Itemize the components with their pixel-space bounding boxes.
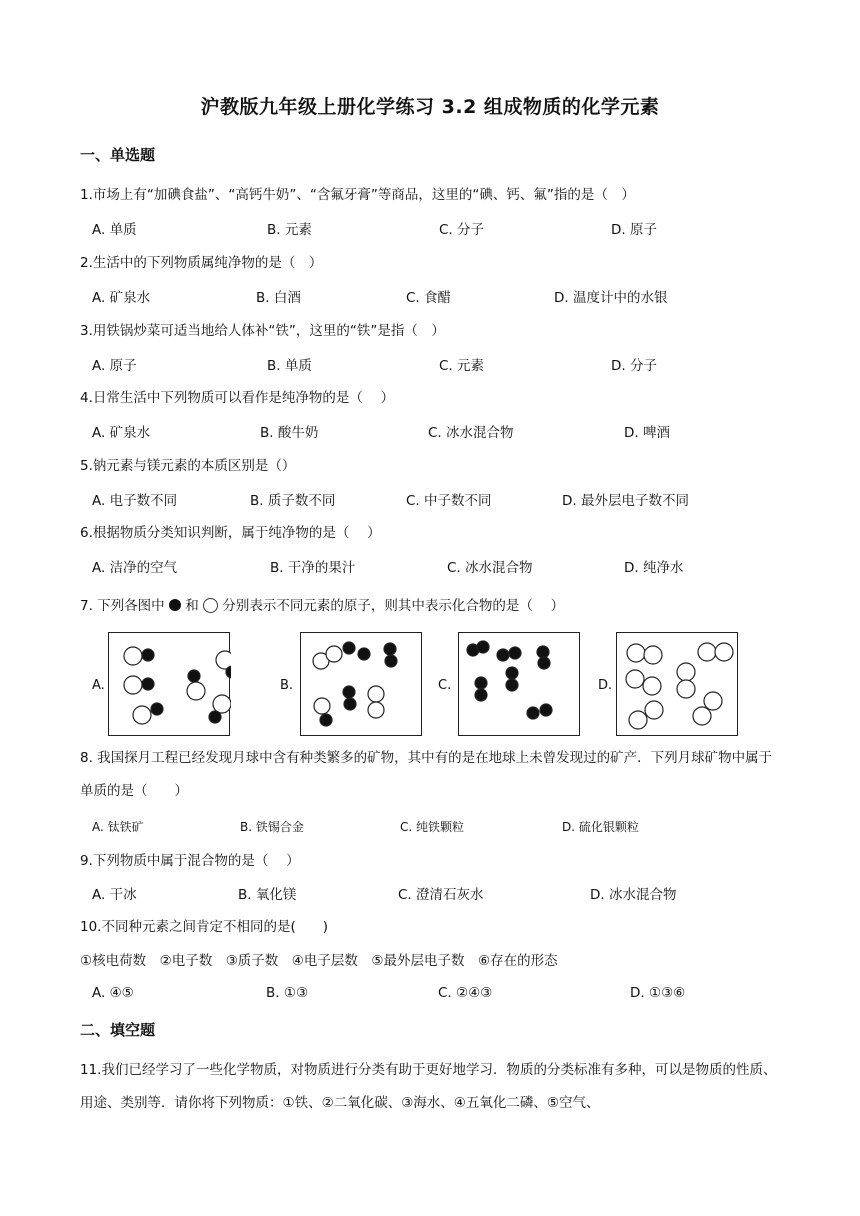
option-d: D. [598, 678, 613, 693]
question-1-options [92, 218, 782, 240]
question-7-stem [80, 595, 780, 617]
diagram-option-c[interactable] [438, 632, 588, 738]
option-b: B. [280, 678, 294, 693]
white-atom-icon [203, 598, 218, 613]
question-5-options [92, 489, 782, 511]
question-2-stem: 2.生活中的下列物质属纯净物的是（ ） [80, 255, 323, 271]
option-d[interactable]: D. 温度计中的水银 [554, 290, 668, 306]
option-c[interactable]: C. 中子数不同 [406, 493, 492, 509]
question-3-options [92, 354, 782, 376]
option-b[interactable]: B. ①③ [266, 985, 309, 1001]
option-d[interactable]: D. 最外层电子数不同 [562, 493, 689, 509]
option-d[interactable]: D. 硫化银颗粒 [562, 820, 639, 834]
question-5-stem: 5.钠元素与镁元素的本质区别是（） [80, 458, 296, 474]
question-7-stem-prefix: 7. 下列各图中 [80, 598, 169, 614]
question-7-stem-suffix: 分别表示不同元素的原子，则其中表示化合物的是（ ） [222, 598, 565, 614]
option-c[interactable]: C. 分子 [439, 222, 485, 238]
option-d[interactable]: D. 冰水混合物 [590, 887, 677, 903]
option-c[interactable]: C. 澄清石灰水 [398, 887, 484, 903]
diagram-option-d[interactable] [598, 632, 758, 738]
option-b[interactable]: B. 干净的果汁 [270, 560, 356, 576]
molecule-box-c [458, 632, 580, 736]
molecule-box-d [616, 632, 738, 736]
option-a[interactable]: A. 电子数不同 [92, 493, 178, 509]
question-10-stem: 10.不同种元素之间肯定不相同的是( ) [80, 919, 329, 935]
option-d[interactable]: D. 分子 [611, 358, 657, 374]
option-c[interactable]: C. 元素 [439, 358, 485, 374]
option-a[interactable]: A. 原子 [92, 358, 137, 374]
option-b[interactable]: B. 铁锡合金 [240, 820, 304, 834]
option-b[interactable]: B. 元素 [267, 222, 312, 238]
option-d[interactable]: D. 原子 [611, 222, 657, 238]
question-4-stem: 4.日常生活中下列物质可以看作是纯净物的是（ ） [80, 390, 395, 406]
molecule-diagram-c [459, 633, 581, 737]
option-d[interactable]: D. 纯净水 [624, 560, 684, 576]
page-title: 沪教版九年级上册化学练习 3.2 组成物质的化学元素 [200, 96, 660, 118]
option-b[interactable]: B. 质子数不同 [250, 493, 336, 509]
question-2-options [92, 286, 782, 308]
molecule-box-b [300, 632, 422, 736]
question-6-options [92, 556, 782, 578]
question-3-stem: 3.用铁锅炒菜可适当地给人体补“铁”，这里的“铁”是指（ ） [80, 323, 445, 339]
molecule-diagram-b [301, 633, 423, 737]
black-atom-icon [169, 599, 181, 611]
diagram-option-b[interactable] [280, 632, 430, 738]
option-b[interactable]: B. 氧化镁 [238, 887, 297, 903]
option-c[interactable]: C. ②④③ [438, 985, 493, 1001]
question-9-stem: 9.下列物质中属于混合物的是（ ） [80, 853, 300, 869]
option-c[interactable]: C. 冰水混合物 [428, 425, 514, 441]
option-a: A. [92, 678, 105, 693]
option-c[interactable]: C. 食醋 [406, 290, 452, 306]
question-7-diagrams [92, 632, 752, 742]
option-a[interactable]: A. 单质 [92, 222, 137, 238]
question-9-options [92, 883, 782, 905]
option-c[interactable]: C. 纯铁颗粒 [400, 820, 465, 834]
question-4-options [92, 421, 782, 443]
question-11-stem: 11.我们已经学习了一些化学物质，对物质进行分类有助于更好地学习．物质的分类标准有多种，可以是物质的性质、用途、类别等．请你将下列物质：①铁、②二氧化碳、③海水、④五氧化二磷、⑤空气、 [80, 1062, 777, 1111]
section-heading-fill-blank: 二、填空题 [80, 1021, 156, 1039]
question-10-sub-items: ①核电荷数 ②电子数 ③质子数 ④电子层数 ⑤最外层电子数 ⑥存在的形态 [80, 953, 558, 969]
molecule-diagram-a [109, 633, 231, 737]
option-a[interactable]: A. ④⑤ [92, 985, 134, 1001]
option-a[interactable]: A. 洁净的空气 [92, 560, 178, 576]
section-heading-single-choice: 一、单选题 [80, 146, 156, 164]
question-7-stem-and: 和 [185, 598, 204, 614]
question-6-stem: 6.根据物质分类知识判断，属于纯净物的是（ ） [80, 525, 381, 541]
molecule-diagram-d [617, 633, 739, 737]
option-b[interactable]: B. 单质 [267, 358, 312, 374]
option-c: C. [438, 678, 452, 693]
molecule-box-a [108, 632, 230, 736]
option-a[interactable]: A. 钛铁矿 [92, 820, 144, 834]
option-b[interactable]: B. 白酒 [256, 290, 301, 306]
option-d[interactable]: D. 啤酒 [624, 425, 670, 441]
diagram-option-a[interactable] [92, 632, 242, 738]
option-c[interactable]: C. 冰水混合物 [447, 560, 533, 576]
option-a[interactable]: A. 干冰 [92, 887, 137, 903]
option-b[interactable]: B. 酸牛奶 [260, 425, 319, 441]
question-8-options [92, 818, 782, 840]
option-a[interactable]: A. 矿泉水 [92, 290, 151, 306]
question-10-options [92, 985, 782, 1007]
option-d[interactable]: D. ①③⑥ [630, 985, 686, 1001]
question-1-stem: 1.市场上有“加碘食盐”、“高钙牛奶”、“含氟牙膏”等商品，这里的“碘、钙、氟”指的是（ ） [80, 187, 635, 203]
option-a[interactable]: A. 矿泉水 [92, 425, 151, 441]
question-8-stem: 8. 我国探月工程已经发现月球中含有种类繁多的矿物，其中有的是在地球上未曾发现过的矿产．下列月球矿物中属于单质的是（ ） [80, 750, 773, 799]
